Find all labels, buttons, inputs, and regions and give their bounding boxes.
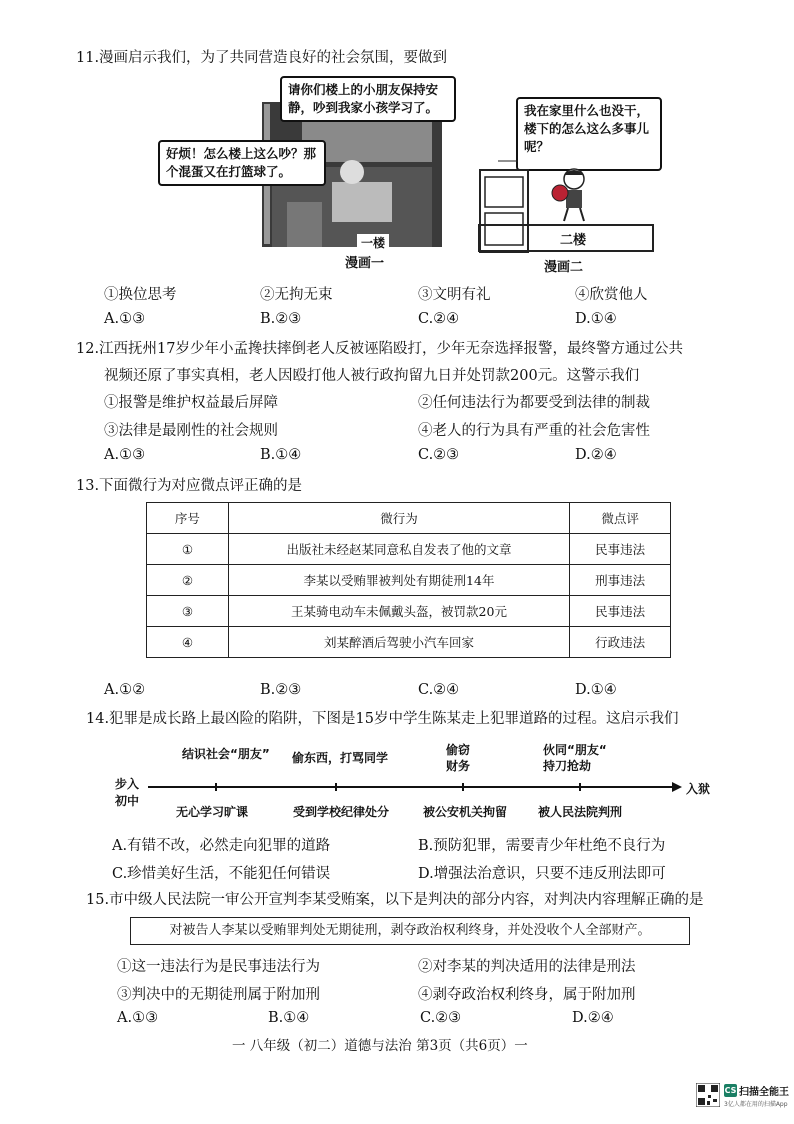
q15-item: ③判决中的无期徒刑属于附加刑: [117, 987, 320, 1003]
timeline-above-4a: 伙同“朋友“: [543, 743, 607, 757]
timeline-start-line1: 步入: [115, 777, 140, 791]
timeline-end: 入狱: [686, 782, 711, 796]
q12-stem-line2: 视频还原了事实真相，老人因殴打他人被行政拘留九日并处罚款200元。这警示我们: [104, 368, 640, 384]
scanner-name: 扫描全能王: [739, 1087, 789, 1098]
q14-option-c: C.珍惜美好生活，不能犯任何错误: [112, 866, 331, 882]
q12-stem-line1: 12.江西抚州17岁少年小孟搀扶摔倒老人反被诬陷殴打，少年无奈选择报警，最终警方通过公共: [76, 341, 684, 357]
row-comment: 行政违法: [570, 627, 671, 658]
q15-choice-d: D.②④: [572, 1010, 614, 1026]
q13-stem: 13.下面微行为对应微点评正确的是: [76, 478, 303, 494]
q11-item: ①换位思考: [104, 287, 177, 303]
row-index: ②: [147, 565, 229, 596]
timeline-above-4b: 持刀抢劫: [543, 759, 592, 773]
q11-choice-c: C.②④: [418, 311, 460, 327]
q11-choice-a: A.①③: [104, 311, 146, 327]
row-index: ③: [147, 596, 229, 627]
floor-2-label: 二楼: [560, 233, 587, 248]
scanner-logo: CS: [724, 1086, 737, 1095]
q12-choice-a: A.①③: [104, 447, 146, 463]
header-index: 序号: [147, 503, 229, 534]
q15-item: ②对李某的判决适用的法律是刑法: [418, 959, 636, 975]
q12-item: ④老人的行为具有严重的社会危害性: [418, 423, 650, 439]
q14-stem: 14.犯罪是成长路上最凶险的陷阱，下图是15岁中学生陈某走上犯罪道路的过程。这启示我们: [86, 711, 679, 727]
qr-code-icon: [696, 1083, 720, 1107]
q11-stem: 11.漫画启示我们，为了共同营造良好的社会氛围，要做到: [76, 50, 448, 66]
q15-item: ①这一违法行为是民事违法行为: [117, 959, 320, 975]
q11-item: ②无拘无束: [260, 287, 333, 303]
row-index: ①: [147, 534, 229, 565]
scanner-subtitle: 3亿人都在用的扫描App: [724, 1101, 788, 1108]
timeline-above-2: 偷东西，打骂同学: [292, 751, 389, 765]
q15-choice-c: C.②③: [420, 1010, 462, 1026]
row-behavior: 王某骑电动车未佩戴头盔，被罚款20元: [228, 596, 569, 627]
row-comment: 民事违法: [570, 534, 671, 565]
q14-option-b: B.预防犯罪，需要青少年杜绝不良行为: [418, 838, 666, 854]
q12-item: ②任何违法行为都要受到法律的制裁: [418, 395, 650, 411]
q15-stem: 15.市中级人民法院一审公开宣判李某受贿案，以下是判决的部分内容，对判决内容理解正确的是: [86, 892, 704, 908]
q13-choice-a: A.①②: [104, 682, 146, 698]
q13-choice-d: D.①④: [575, 682, 617, 698]
timeline-above-1: 结识社会“朋友”: [182, 747, 270, 761]
header-comment: 微点评: [570, 503, 671, 534]
q11-choice-d: D.①④: [575, 311, 617, 327]
row-behavior: 刘某醉酒后驾驶小汽车回家: [228, 627, 569, 658]
q11-item: ④欣赏他人: [575, 287, 648, 303]
timeline-below-2: 受到学校纪律处分: [293, 805, 390, 819]
cartoon-1-caption: 漫画一: [345, 256, 385, 271]
q14-option-d: D.增强法治意识，只要不违反刑法即可: [418, 866, 666, 882]
q15-item: ④剥夺政治权利终身，属于附加刑: [418, 987, 636, 1003]
q13-choice-b: B.②③: [260, 682, 302, 698]
q13-choice-c: C.②④: [418, 682, 460, 698]
q15-statement: 对被告人李某以受贿罪判处无期徒刑，剥夺政治权利终身，并处没收个人全部财产。: [130, 917, 690, 945]
cartoon-2-bubble: 我在家里什么也没干，楼下的怎么这么多事儿呢？: [516, 97, 662, 171]
timeline-above-3a: 偷窃: [446, 743, 471, 757]
q12-choice-d: D.②④: [575, 447, 617, 463]
row-comment: 民事违法: [570, 596, 671, 627]
timeline-start-line2: 初中: [115, 794, 140, 808]
page-footer: 一 八年级（初二）道德与法治 第3页（共6页）一: [232, 1038, 528, 1054]
timeline-below-3: 被公安机关拘留: [423, 805, 508, 819]
row-behavior: 出版社未经赵某同意私自发表了他的文章: [228, 534, 569, 565]
timeline-below-1: 无心学习旷课: [176, 805, 249, 819]
q15-choice-a: A.①③: [117, 1010, 159, 1026]
q12-choice-b: B.①④: [260, 447, 302, 463]
q12-choice-c: C.②③: [418, 447, 460, 463]
cartoon-2-caption: 漫画二: [544, 260, 584, 275]
header-behavior: 微行为: [228, 503, 569, 534]
row-comment: 刑事违法: [570, 565, 671, 596]
q12-item: ③法律是最刚性的社会规则: [104, 423, 278, 439]
q11-item: ③文明有礼: [418, 287, 491, 303]
row-behavior: 李某以受贿罪被判处有期徒刑14年: [228, 565, 569, 596]
q15-choice-b: B.①④: [268, 1010, 310, 1026]
q14-option-a: A.有错不改，必然走向犯罪的道路: [112, 838, 331, 854]
q11-choice-b: B.②③: [260, 311, 302, 327]
timeline-below-4: 被人民法院判刑: [538, 805, 623, 819]
row-index: ④: [147, 627, 229, 658]
cartoon-1-top-bubble: 请你们楼上的小朋友保持安静，吵到我家小孩学习了。: [280, 76, 456, 122]
scanner-watermark: [696, 1078, 788, 1114]
q12-item: ①报警是维护权益最后屏障: [104, 395, 278, 411]
timeline-above-3b: 财务: [446, 759, 471, 773]
floor-1-label: 一楼: [357, 234, 389, 251]
cartoon-1-left-bubble: 好烦！怎么楼上这么吵？那个混蛋又在打篮球了。: [158, 140, 326, 186]
